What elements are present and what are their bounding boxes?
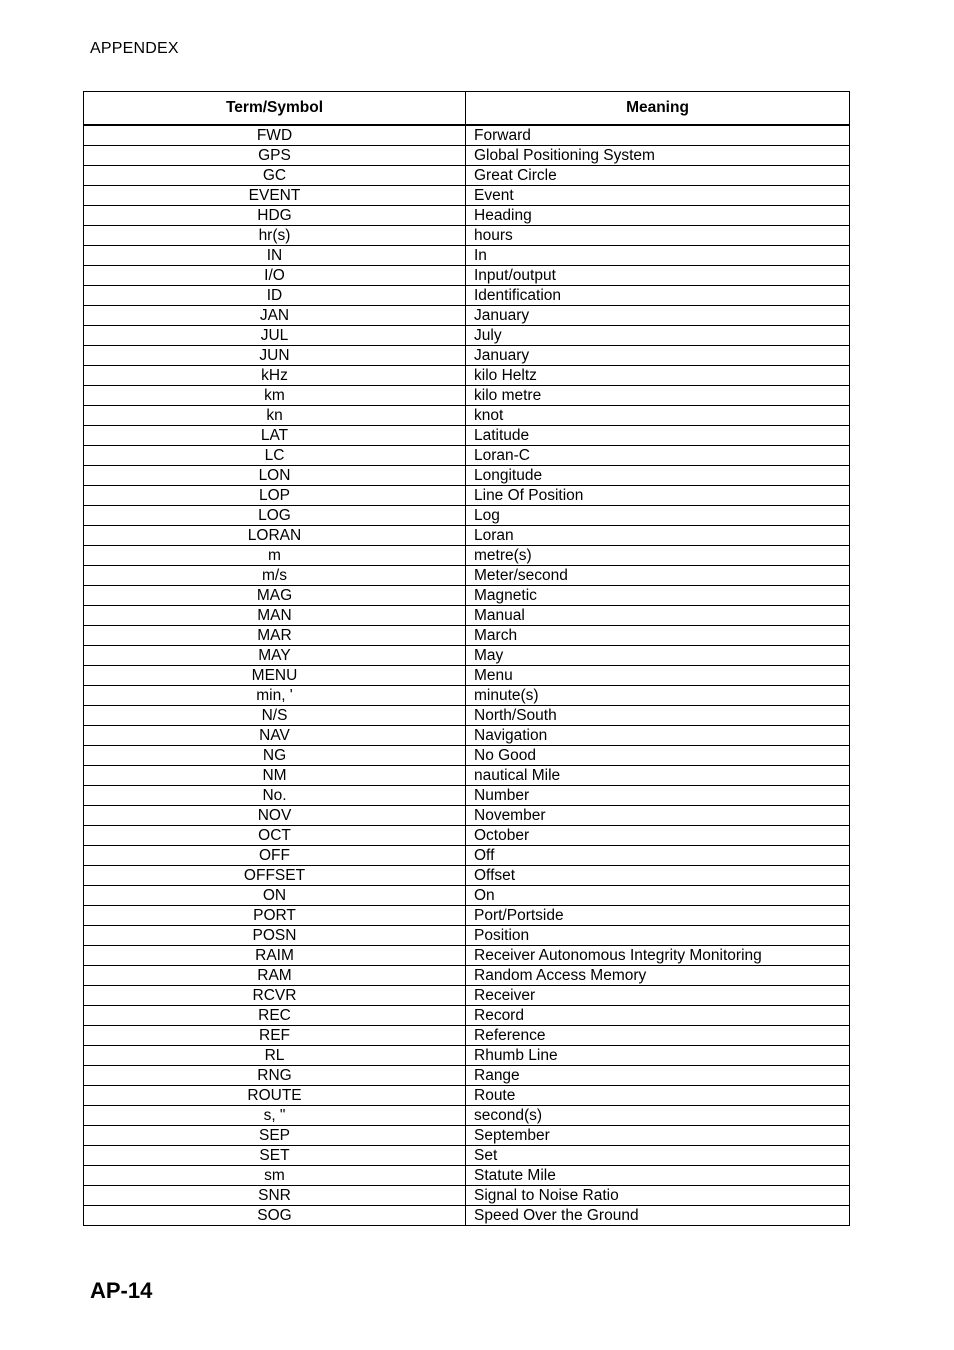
term-cell: JUN: [84, 346, 466, 366]
meaning-cell: Offset: [466, 866, 850, 886]
meaning-cell: Latitude: [466, 426, 850, 446]
term-cell: FWD: [84, 125, 466, 146]
term-cell: LON: [84, 466, 466, 486]
table-row: [84, 386, 850, 406]
term-cell: GPS: [84, 146, 466, 166]
table-row: [84, 766, 850, 786]
table-row: [84, 1146, 850, 1166]
term-cell: km: [84, 386, 466, 406]
meaning-cell: Event: [466, 186, 850, 206]
meaning-cell: July: [466, 326, 850, 346]
term-cell: JUL: [84, 326, 466, 346]
meaning-cell: Global Positioning System: [466, 146, 850, 166]
meaning-cell: Receiver Autonomous Integrity Monitoring: [466, 946, 850, 966]
term-cell: NAV: [84, 726, 466, 746]
term-cell: POSN: [84, 926, 466, 946]
meaning-cell: Random Access Memory: [466, 966, 850, 986]
table-row: [84, 626, 850, 646]
table-row: [84, 686, 850, 706]
meaning-cell: Magnetic: [466, 586, 850, 606]
term-cell: SOG: [84, 1206, 466, 1226]
term-cell: NM: [84, 766, 466, 786]
table-row: [84, 946, 850, 966]
meaning-cell: May: [466, 646, 850, 666]
meaning-cell: Range: [466, 1066, 850, 1086]
meaning-cell: North/South: [466, 706, 850, 726]
term-cell: sm: [84, 1166, 466, 1186]
meaning-cell: Off: [466, 846, 850, 866]
page-number: AP-14: [90, 1278, 153, 1303]
page-header: APPENDEX: [90, 40, 179, 57]
term-cell: PORT: [84, 906, 466, 926]
meaning-cell: Manual: [466, 606, 850, 626]
table-row: [84, 746, 850, 766]
term-cell: min, ': [84, 686, 466, 706]
table-row: [84, 206, 850, 226]
term-cell: N/S: [84, 706, 466, 726]
table-row: [84, 226, 850, 246]
meaning-cell: Line Of Position: [466, 486, 850, 506]
meaning-cell: Reference: [466, 1026, 850, 1046]
table-row: [84, 486, 850, 506]
meaning-cell: Identification: [466, 286, 850, 306]
table-row: [84, 286, 850, 306]
meaning-cell: September: [466, 1126, 850, 1146]
table-row: [84, 426, 850, 446]
table-row: [84, 1066, 850, 1086]
meaning-cell: minute(s): [466, 686, 850, 706]
table-row: [84, 646, 850, 666]
table-row: [84, 786, 850, 806]
term-cell: SNR: [84, 1186, 466, 1206]
meaning-cell: March: [466, 626, 850, 646]
table-row: [84, 1106, 850, 1126]
table-row: [84, 966, 850, 986]
term-cell: NG: [84, 746, 466, 766]
table-row: [84, 866, 850, 886]
term-cell: s, ": [84, 1106, 466, 1126]
meaning-cell: Loran-C: [466, 446, 850, 466]
column-header-term: Term/Symbol: [84, 92, 466, 126]
meaning-cell: October: [466, 826, 850, 846]
meaning-cell: November: [466, 806, 850, 826]
table-body: [84, 125, 850, 1226]
term-cell: MAY: [84, 646, 466, 666]
term-cell: m/s: [84, 566, 466, 586]
term-cell: RCVR: [84, 986, 466, 1006]
term-cell: SET: [84, 1146, 466, 1166]
table-row: [84, 526, 850, 546]
term-cell: RAIM: [84, 946, 466, 966]
table-row: [84, 906, 850, 926]
meaning-cell: Longitude: [466, 466, 850, 486]
table-row: [84, 846, 850, 866]
term-cell: OCT: [84, 826, 466, 846]
table-row: [84, 1046, 850, 1066]
term-cell: No.: [84, 786, 466, 806]
term-cell: GC: [84, 166, 466, 186]
term-cell: EVENT: [84, 186, 466, 206]
term-cell: MAG: [84, 586, 466, 606]
term-cell: RAM: [84, 966, 466, 986]
meaning-cell: Speed Over the Ground: [466, 1206, 850, 1226]
meaning-cell: Rhumb Line: [466, 1046, 850, 1066]
meaning-cell: Menu: [466, 666, 850, 686]
meaning-cell: Great Circle: [466, 166, 850, 186]
table-row: [84, 806, 850, 826]
meaning-cell: Number: [466, 786, 850, 806]
table-row: [84, 726, 850, 746]
term-cell: RNG: [84, 1066, 466, 1086]
table-row: [84, 1006, 850, 1026]
meaning-cell: Loran: [466, 526, 850, 546]
table-row: [84, 186, 850, 206]
term-cell: kHz: [84, 366, 466, 386]
meaning-cell: January: [466, 306, 850, 326]
term-cell: ON: [84, 886, 466, 906]
table-row: [84, 406, 850, 426]
table-row: [84, 246, 850, 266]
term-cell: LORAN: [84, 526, 466, 546]
term-cell: I/O: [84, 266, 466, 286]
table-row: [84, 666, 850, 686]
table-row: [84, 886, 850, 906]
meaning-cell: Input/output: [466, 266, 850, 286]
term-cell: MAN: [84, 606, 466, 626]
meaning-cell: hours: [466, 226, 850, 246]
table-row: [84, 1166, 850, 1186]
term-cell: OFF: [84, 846, 466, 866]
table-row: [84, 466, 850, 486]
meaning-cell: kilo metre: [466, 386, 850, 406]
meaning-cell: Receiver: [466, 986, 850, 1006]
table-row: [84, 606, 850, 626]
term-cell: IN: [84, 246, 466, 266]
table-row: [84, 266, 850, 286]
glossary-table: [83, 91, 850, 1226]
meaning-cell: second(s): [466, 1106, 850, 1126]
meaning-cell: Signal to Noise Ratio: [466, 1186, 850, 1206]
term-cell: m: [84, 546, 466, 566]
table-row: [84, 1186, 850, 1206]
term-cell: REC: [84, 1006, 466, 1026]
table-row: [84, 826, 850, 846]
meaning-cell: No Good: [466, 746, 850, 766]
table-row: [84, 326, 850, 346]
table-row: [84, 1086, 850, 1106]
table-row: [84, 306, 850, 326]
column-header-meaning: Meaning: [466, 92, 850, 126]
meaning-cell: metre(s): [466, 546, 850, 566]
table-row: [84, 706, 850, 726]
table-row: [84, 1026, 850, 1046]
term-cell: ID: [84, 286, 466, 306]
term-cell: NOV: [84, 806, 466, 826]
term-cell: JAN: [84, 306, 466, 326]
meaning-cell: Route: [466, 1086, 850, 1106]
term-cell: hr(s): [84, 226, 466, 246]
term-cell: LAT: [84, 426, 466, 446]
meaning-cell: Set: [466, 1146, 850, 1166]
term-cell: SEP: [84, 1126, 466, 1146]
meaning-cell: Heading: [466, 206, 850, 226]
meaning-cell: nautical Mile: [466, 766, 850, 786]
term-cell: HDG: [84, 206, 466, 226]
meaning-cell: Position: [466, 926, 850, 946]
term-cell: OFFSET: [84, 866, 466, 886]
term-cell: kn: [84, 406, 466, 426]
table-row: [84, 366, 850, 386]
meaning-cell: On: [466, 886, 850, 906]
table-row: [84, 586, 850, 606]
table-row: [84, 346, 850, 366]
term-cell: LOG: [84, 506, 466, 526]
table-row: [84, 566, 850, 586]
term-cell: LC: [84, 446, 466, 466]
table-row: [84, 1206, 850, 1226]
meaning-cell: Record: [466, 1006, 850, 1026]
meaning-cell: January: [466, 346, 850, 366]
meaning-cell: Log: [466, 506, 850, 526]
table-row: [84, 506, 850, 526]
table-row: [84, 986, 850, 1006]
meaning-cell: Forward: [466, 125, 850, 146]
table-row: [84, 146, 850, 166]
meaning-cell: Port/Portside: [466, 906, 850, 926]
term-cell: MAR: [84, 626, 466, 646]
meaning-cell: Statute Mile: [466, 1166, 850, 1186]
table-row: [84, 446, 850, 466]
meaning-cell: knot: [466, 406, 850, 426]
meaning-cell: kilo Heltz: [466, 366, 850, 386]
table-row: [84, 1126, 850, 1146]
term-cell: MENU: [84, 666, 466, 686]
table-header-row: [84, 92, 850, 126]
table-row: [84, 166, 850, 186]
meaning-cell: Navigation: [466, 726, 850, 746]
meaning-cell: Meter/second: [466, 566, 850, 586]
term-cell: REF: [84, 1026, 466, 1046]
table-row: [84, 926, 850, 946]
table-row: [84, 125, 850, 146]
term-cell: RL: [84, 1046, 466, 1066]
term-cell: ROUTE: [84, 1086, 466, 1106]
term-cell: LOP: [84, 486, 466, 506]
meaning-cell: In: [466, 246, 850, 266]
table-row: [84, 546, 850, 566]
